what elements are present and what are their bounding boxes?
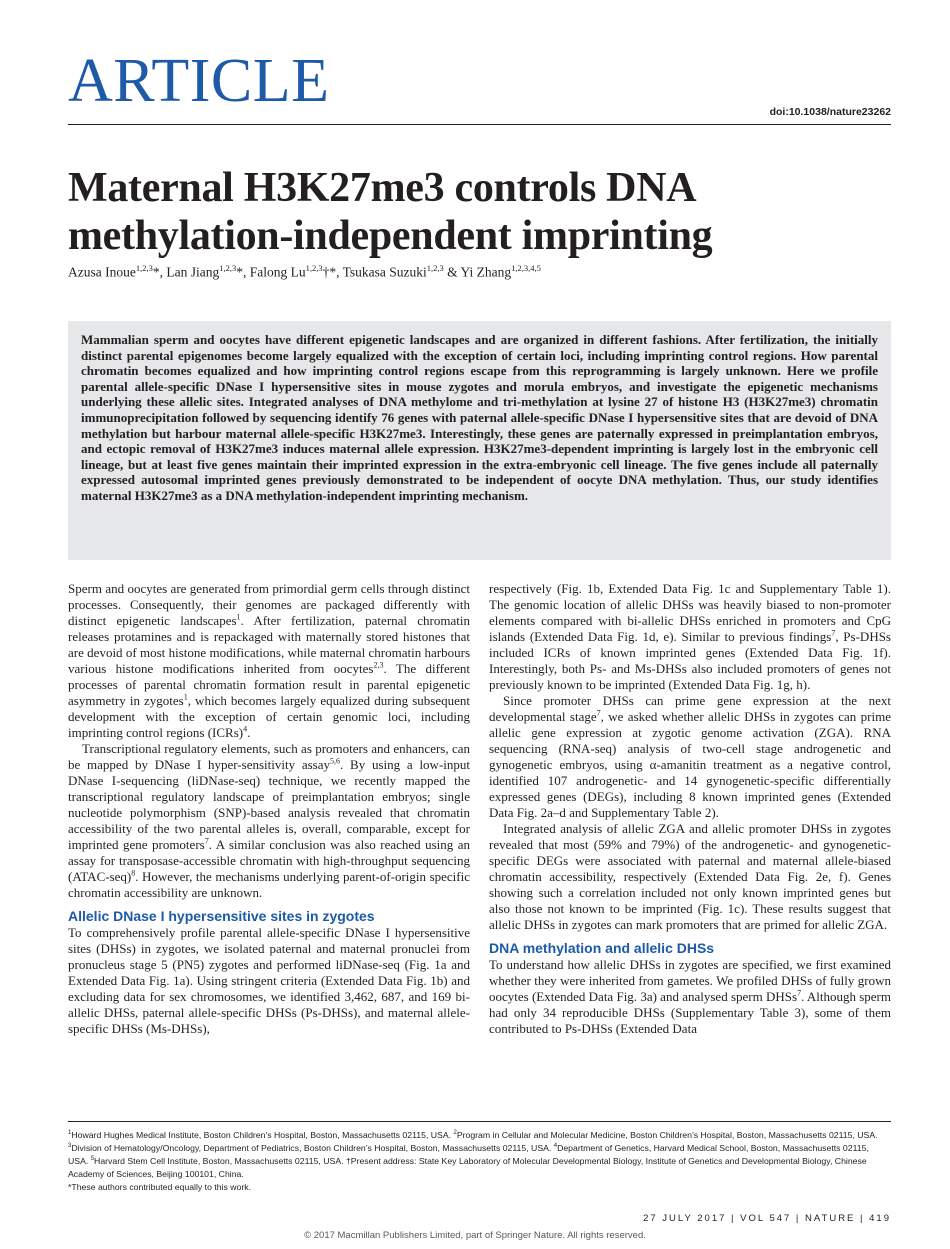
- abstract-text: Mammalian sperm and oocytes have different epigenetic landscapes and are organized in different fashions. After fertilization, the initially distinct parental epigenomes become largely equalized with the exception of certain loci, including imprinting control regions. How parental chromatin becomes equalized and how imprinting control regions escape from this reprogramming is largely unknown. Here we profile parental allele-specific DNase I hypersensitive sites in mouse zygotes and morula embryos, and investigate the epigenetic mechanisms underlying these allelic sites. Integrated analyses of DNA methylome and tri-methylation at lysine 27 of histone H3 (H3K27me3) chromatin immunoprecipitation followed by sequencing identify 76 genes with paternal allele-specific DNase I hypersensitive sites that are devoid of DNA methylation but harbour maternal allele-specific H3K27me3. Interestingly, these genes are paternally expressed in preimplantation embryos, and ectopic removal of H3K27me3 induces maternal allele expression. H3K27me3-dependent imprinting is largely lost in the embryonic cell lineage, but at least five genes maintain their imprinted expression in the extra-embryonic cell lineage. The five genes include all paternally expressed autosomal imprinted genes previously demonstrated to be independent of oocyte DNA methylation. Thus, our study identifies maternal H3K27me3 as a DNA methylation-independent imprinting mechanism.: [81, 332, 878, 503]
- text-run: Sperm and oocytes are generated from primordial germ cells through distinct processes. Consequently, their genomes are packaged differently with distinct epigenetic landscapes: [68, 581, 470, 628]
- reference-superscript[interactable]: 5: [90, 1156, 95, 1163]
- text-run: .: [247, 725, 251, 740]
- page-info: 27 JULY 2017 | VOL 547 | NATURE | 419: [643, 1213, 891, 1224]
- article-title: Maternal H3K27me3 controls DNA methylation-independent imprinting: [68, 165, 713, 259]
- body-column-left: [68, 581, 470, 1037]
- text-run: respectively (Fig. 1b, Extended Data Fig. 1c and Supplementary Table 1). The genomic location of allelic DHSs was heavily biased to non-promoter elements compared with bi-allelic DHSs enriched in promoters and CpG islands (Extended Data Fig. 1d, e). Similar to previous findings: [489, 581, 891, 644]
- body-paragraph: [68, 581, 470, 741]
- author-separator: ,: [242, 264, 250, 280]
- text-run: Division of Hematology/Oncology, Department of Pediatrics, Boston Children’s Hospital, Boston, Massachusetts 02115, USA.: [71, 1143, 554, 1153]
- reference-superscript[interactable]: 5,6: [330, 756, 341, 766]
- text-run: . The different processes of parental chromatin formation result in parental epigenetic asymmetry in zygotes: [68, 661, 470, 708]
- reference-superscript[interactable]: 1: [183, 692, 188, 702]
- author-separator: ,: [159, 264, 167, 280]
- author-mark: *: [236, 264, 243, 280]
- body-paragraph: [489, 821, 891, 933]
- text-run: . A similar conclusion was also reached using an assay for transposase-accessible chromatin with high-throughput sequencing (ATAC-seq): [68, 837, 470, 884]
- author-name: Azusa Inoue: [68, 264, 136, 280]
- reference-superscript[interactable]: 7: [204, 836, 209, 846]
- text-run: Howard Hughes Medical Institute, Boston Children’s Hospital, Boston, Massachusetts 02115, USA.: [71, 1130, 454, 1140]
- text-run: , we asked whether allelic DHSs in zygotes can prime allelic gene expression at zygotic genome activation (ZGA). RNA sequencing (RNA-seq) analysis of two-cell stage androgenetic and gynogenetic embryos, using α-amanitin treatment as a negative control, identified 107 androgenetic- and 14 gynogenetic-specific differentially expressed genes (DEGs), including 8 known imprinted genes (Extended Data Fig. 2a–d and Supplementary Table 2).: [489, 709, 891, 820]
- reference-superscript[interactable]: 2,3: [373, 660, 384, 670]
- text-run: Integrated analysis of allelic ZGA and allelic promoter DHSs in zygotes revealed that most (59% and 79%) of the androgenetic- and gynogenetic-specific DEGs were associated with paternal and maternal allele-biased chromatin accessibility, respectively (Extended Data Fig. 2e, f). Genes showing such a correlation included not only known imprinted genes but also those not known to be imprinted (Fig. 1c). These results suggest that allelic DHSs in zygotes can mark promoters that are primed for allelic ZGA.: [489, 821, 891, 932]
- text-run: Department of Genetics, Harvard Medical School, Boston, Massachusetts 02115, USA.: [68, 1143, 869, 1166]
- author-affiliation: 1,2,3: [135, 263, 153, 273]
- author-name: Lan Jiang: [166, 264, 220, 280]
- copyright-notice: © 2017 Macmillan Publishers Limited, part of Springer Nature. All rights reserved.: [304, 1230, 646, 1241]
- reference-superscript[interactable]: 7: [797, 988, 802, 998]
- abstract-box: [68, 321, 891, 560]
- author-affiliation: 1,2,3: [305, 263, 323, 273]
- footnote-line: [68, 1181, 891, 1194]
- body-column-right: [489, 581, 891, 1037]
- header-divider: [68, 124, 891, 125]
- reference-superscript[interactable]: 7: [596, 708, 601, 718]
- author-name: Falong Lu: [249, 264, 306, 280]
- reference-superscript[interactable]: 2: [453, 1130, 457, 1137]
- reference-superscript[interactable]: 1: [68, 1130, 72, 1137]
- body-paragraph: [68, 741, 470, 901]
- reference-superscript[interactable]: 1: [236, 612, 241, 622]
- reference-superscript[interactable]: 3: [68, 1143, 72, 1150]
- author-name: Yi Zhang: [460, 264, 512, 280]
- author-affiliation: 1,2,3: [219, 263, 237, 273]
- text-run: To comprehensively profile parental allele-specific DNase I hypersensitive sites (DHSs) in zygotes, we isolated paternal and maternal pronuclei from pronucleus stage 5 (PN5) zygotes and performed liDNase-seq (Fig. 1a and Extended Data Fig. 1a). Using stringent criteria (Extended Data Fig. 1b) and excluding data for sex chromosomes, we identified 3,462, 687, and 169 bi-allelic DHSs, paternal allele-specific DHSs (Ps-DHSs), and maternal allele-specific DHSs (Ms-DHSs),: [68, 925, 470, 1036]
- text-run: , Ps-DHSs included ICRs of known imprinted genes (Extended Data Fig. 1f). Interestingly, both Ps- and Ms-DHSs also included promoters of genes not previously known to be imprinted (Extended Data Fig. 1g, h).: [489, 629, 891, 692]
- body-paragraph: [489, 693, 891, 821]
- footnote-line: [68, 1129, 891, 1181]
- author-list: [68, 263, 891, 281]
- section-heading: Allelic DNase I hypersensitive sites in zygotes: [68, 908, 375, 924]
- reference-superscript[interactable]: 7: [831, 628, 836, 638]
- text-run: *These authors contributed equally to this work.: [68, 1182, 252, 1192]
- section-label: ARTICLE: [68, 47, 330, 115]
- reference-superscript[interactable]: 4: [243, 724, 248, 734]
- text-run: . After fertilization, paternal chromatin releases protamines and is repackaged with maternally stored histones that are devoid of most histone modifications, while maternal chromatin harbours various histone modifications inherited from oocytes: [68, 613, 470, 676]
- author-affiliation: 1,2,3,4,5: [511, 263, 541, 273]
- text-run: Transcriptional regulatory elements, such as promoters and enhancers, can be mapped by DNase I hyper-sensitivity assay: [68, 741, 470, 772]
- footnote-divider: [68, 1121, 891, 1122]
- text-run: . By using a low-input DNase I-sequencing (liDNase-seq) technique, we recently mapped the transcriptional regulatory landscape of preimplantation embryos; single nucleotide polymorphism (SNP)-based analysis revealed that chromatin accessibility of the two parental alleles is, overall, comparable, except for imprinted gene promoters: [68, 757, 470, 852]
- affiliations-footnotes: [68, 1129, 891, 1194]
- author-mark: †*: [322, 264, 337, 280]
- author-separator: &: [443, 264, 461, 280]
- reference-superscript[interactable]: 8: [131, 868, 136, 878]
- text-run: Since promoter DHSs can prime gene expression at the next developmental stage: [489, 693, 891, 724]
- author-separator: ,: [336, 264, 343, 280]
- text-run: To understand how allelic DHSs in zygotes are specified, we first examined whether they were inherited from gametes. We profiled DHSs of fully grown oocytes (Extended Data Fig. 3a) and analysed sperm DHSs: [489, 957, 891, 1004]
- text-run: Harvard Stem Cell Institute, Boston, Massachusetts 02115, USA. †Present address: State Key Laboratory of Molecular Developmental Biology, Institute of Genetics and Developmental Biology, Chinese Academy of Sciences, Beijing 100101, China.: [68, 1156, 867, 1179]
- section-heading: DNA methylation and allelic DHSs: [489, 940, 715, 956]
- body-paragraph: [489, 581, 891, 693]
- body-paragraph: [68, 925, 470, 1037]
- body-paragraph: [489, 957, 891, 1037]
- text-run: , which becomes largely equalized during subsequent development with the exception of certain genomic loci, including imprinting control regions (ICRs): [68, 693, 471, 740]
- author-mark: *: [152, 264, 160, 280]
- text-run: . Although sperm had only 34 reproducible DHSs (Supplementary Table 3), some of them contributed to Ps-DHSs (Extended Data: [489, 989, 892, 1036]
- text-run: . However, the mechanisms underlying parent-of-origin specific chromatin accessibility are unknown.: [68, 869, 470, 900]
- author-name: Tsukasa Suzuki: [342, 264, 427, 280]
- author-affiliation: 1,2,3: [426, 263, 444, 273]
- doi-link[interactable]: doi:10.1038/nature23262: [769, 106, 891, 118]
- text-run: Program in Cellular and Molecular Medicine, Boston Children’s Hospital, Boston, Massachusetts 02115, USA.: [456, 1130, 878, 1140]
- reference-superscript[interactable]: 4: [553, 1143, 558, 1150]
